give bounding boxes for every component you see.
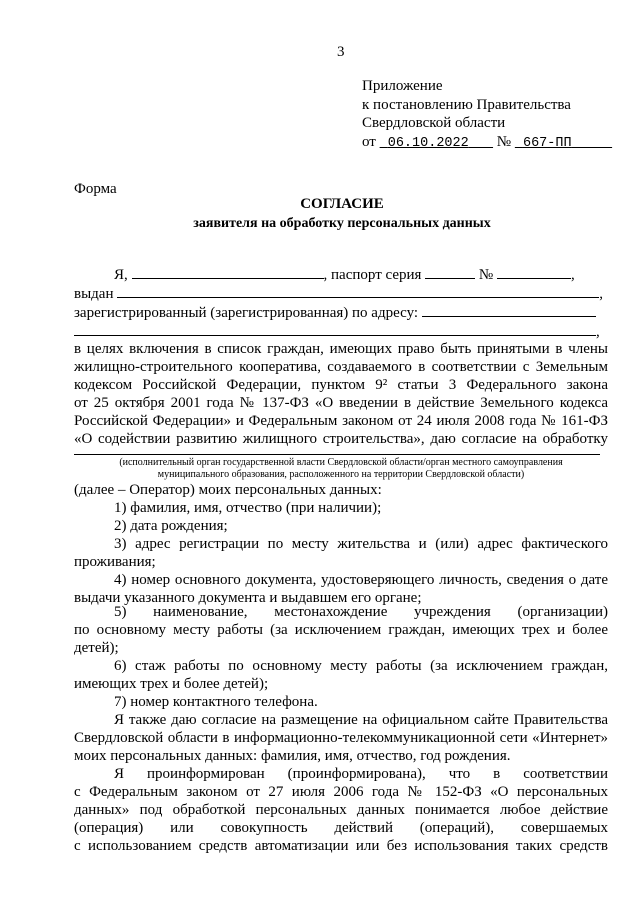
address-continuation-line: , [74,322,600,341]
item-6-line-2: имеющих трех и более детей); [74,676,269,692]
purpose-line-6: «О содействии развитию жилищного строительства», даю согласие на обработку [74,431,608,447]
full-name-blank[interactable] [132,265,324,279]
appendix-line-2: к постановлению Правительства [362,96,571,113]
informed-line-2: с Федеральным законом от 27 июля 2006 года № 152-ФЗ «О персональных [74,784,608,800]
item-4-line-2: выдачи указанного документа и выдавшем его органе; [74,590,422,606]
informed-line-5: с использованием средств автоматизации или без использования таких средств [74,838,608,854]
purpose-line-2: жилищно-строительного кооператива, создаваемого в соответствии с Земельным [74,359,608,375]
registered-label: зарегистрированный (зарегистрированная) по адресу: [74,305,419,321]
site-consent-line-1: Я также даю согласие на размещение на официальном сайте Правительства [114,712,608,728]
from-label: от [362,133,376,150]
passport-number-blank[interactable] [497,265,571,279]
i-label: Я, [114,267,128,283]
form-label: Форма [74,181,117,197]
resolution-date: 06.10.2022 [387,135,469,151]
purpose-line-3: кодексом Российской Федерации, пунктом 9² статьи 3 Федерального закона [74,377,608,393]
appendix-date-line [362,133,612,154]
purpose-line-1: в целях включения в список граждан, имеющих право быть принятыми в члены [74,341,608,357]
informed-line-4: (операция) или совокупность действий (операций), совершаемых [74,820,608,836]
item-3-line-1: 3) адрес регистрации по месту жительства и (или) адрес фактического [114,536,608,552]
item-4-line-1: 4) номер основного документа, удостоверяющего личность, сведения о дате [114,572,608,588]
item-2: 2) дата рождения; [114,518,228,534]
appendix-line-1: Приложение [362,78,443,94]
page-number: 3 [337,44,345,60]
passport-number-label: № [478,267,494,283]
purpose-line-5: Российской Федерации» и Федеральным законом от 24 июля 2008 года № 161-ФЗ [74,413,608,429]
item-3-line-2: проживания; [74,554,156,570]
passport-series-blank[interactable] [425,265,475,279]
document-subtitle: заявителя на обработку персональных данных [193,216,491,231]
informed-line-1: Я проинформирован (проинформирована), что в соответствии [114,766,608,782]
issued-line: выдан , [74,286,603,302]
operator-note-2: муниципального образования, расположенного на территории Свердловской области) [157,469,525,480]
site-consent-line-2: Свердловской области в информационно-телекоммуникационной сети «Интернет» [74,730,608,746]
operator-line: (далее – Оператор) моих персональных данных: [74,482,382,498]
site-consent-line-3: моих персональных данных: фамилия, имя, отчество, год рождения. [74,748,511,764]
item-6-line-1: 6) стаж работы по основному месту работы (за исключением граждан, [114,658,608,674]
operator-note-1: (исполнительный орган государственной власти Свердловской области/орган местного самоуправления [119,457,563,468]
item-7: 7) номер контактного телефона. [114,694,318,710]
purpose-line-4: от 25 октября 2001 года № 137-ФЗ «О введении в действие Земельного кодекса [74,395,608,411]
item-5-line-1: 5) наименование, местонахождение учреждения (организации) [114,604,608,620]
registered-line [74,303,596,322]
appendix-line-3: Свердловской области [362,115,506,131]
item-1: 1) фамилия, имя, отчество (при наличии); [114,500,382,516]
operator-blank[interactable] [74,454,600,455]
number-label: № [496,133,512,150]
applicant-name-line: Я, , паспорт серия № , [114,267,575,283]
resolution-number: 667-ПП [522,135,572,151]
item-5-line-2: по основному месту работы (за исключением граждан, имеющих трех и более [74,622,608,638]
address-blank[interactable] [422,303,596,317]
item-5-line-3: детей); [74,640,119,656]
address-continuation-blank[interactable] [74,322,596,336]
issued-by-blank[interactable] [117,284,599,298]
appendix-header [362,77,612,153]
document-title: СОГЛАСИЕ [300,196,384,212]
issued-label: выдан [74,286,114,302]
informed-line-3: данных» под обработкой персональных данных понимается любое действие [74,802,608,818]
passport-label: , паспорт серия [323,267,422,283]
